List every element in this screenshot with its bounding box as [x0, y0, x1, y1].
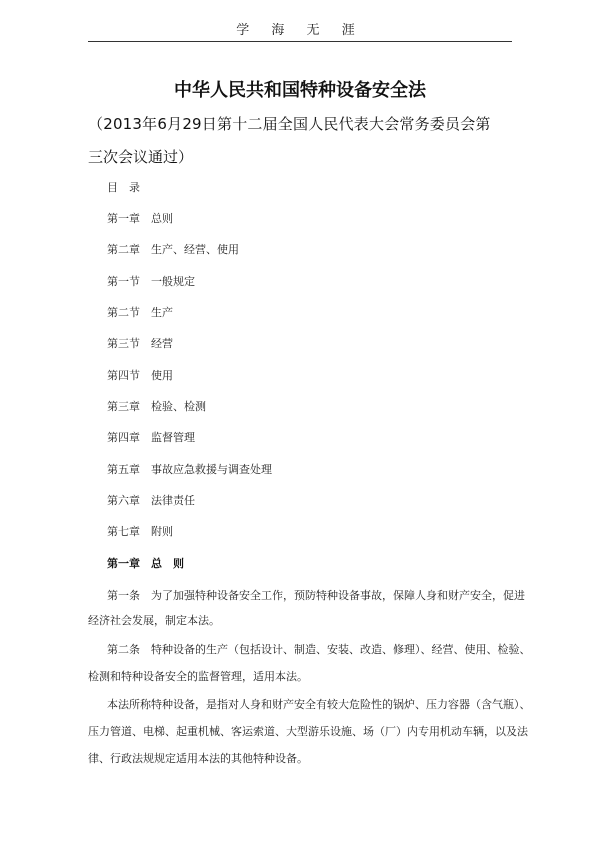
subtitle-line-1: （2013年6月29日第十二届全国人民代表大会常务委员会第	[88, 115, 491, 133]
toc-item: 第三章 检验、检测	[107, 400, 206, 413]
toc-item: 第一章 总则	[107, 212, 173, 225]
article-2-para-2-line-3: 律、行政法规规定适用本法的其他特种设备。	[88, 752, 308, 765]
document-title: 中华人民共和国特种设备安全法	[174, 80, 426, 101]
toc-heading: 目 录	[107, 181, 140, 194]
page-header: 学 海 无 涯	[236, 23, 364, 38]
toc-item: 第三节 经营	[107, 337, 173, 350]
article-2-line-1: 第二条 特种设备的生产（包括设计、制造、安装、改造、修理）、经营、使用、检验、	[107, 643, 531, 656]
article-2-para-2-line-2: 压力管道、电梯、起重机械、客运索道、大型游乐设施、场（厂）内专用机动车辆，以及法	[88, 725, 528, 738]
toc-item: 第四节 使用	[107, 369, 173, 382]
subtitle-line-2: 三次会议通过）	[88, 148, 194, 166]
toc-item: 第六章 法律责任	[107, 494, 195, 507]
toc-item: 第二节 生产	[107, 306, 173, 319]
chapter-heading: 第一章 总 则	[107, 557, 184, 570]
toc-item: 第二章 生产、经营、使用	[107, 243, 239, 256]
article-2-para-2-line-1: 本法所称特种设备，是指对人身和财产安全有较大危险性的锅炉、压力容器（含气瓶）、	[107, 698, 531, 711]
header-divider	[88, 41, 512, 42]
toc-item: 第一节 一般规定	[107, 275, 195, 288]
toc-item: 第七章 附则	[107, 525, 173, 538]
article-1-line-1: 第一条 为了加强特种设备安全工作，预防特种设备事故，保障人身和财产安全，促进	[107, 589, 525, 602]
article-2-line-2: 检测和特种设备安全的监督管理，适用本法。	[88, 670, 308, 683]
toc-item: 第四章 监督管理	[107, 431, 195, 444]
toc-item: 第五章 事故应急救援与调查处理	[107, 463, 272, 476]
article-1-line-2: 经济社会发展，制定本法。	[88, 614, 220, 627]
